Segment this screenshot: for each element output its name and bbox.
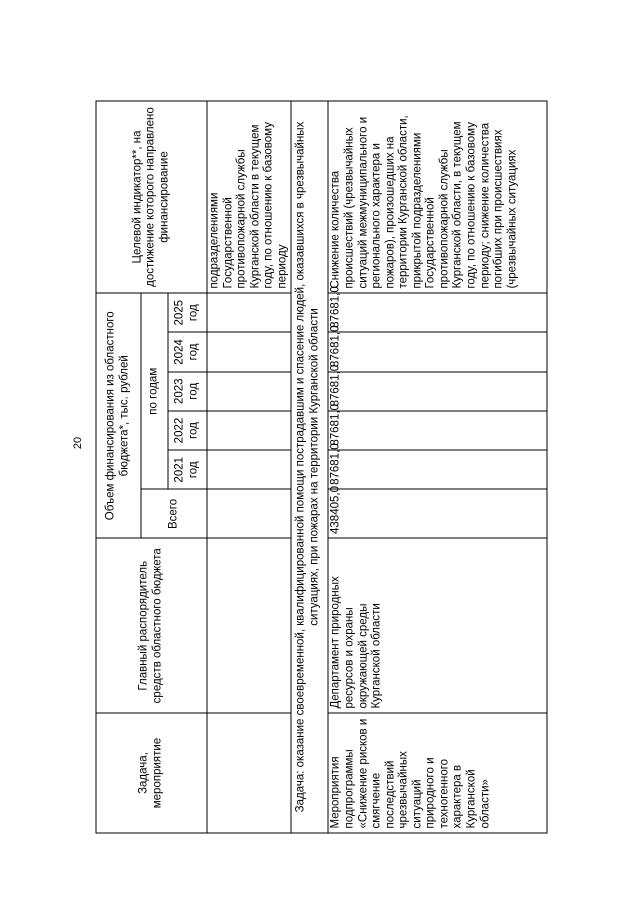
task-text: Задача: оказание своевременной, квалифицированной помощи пострадавшим и спасение людей, оказавшихся в чрезвычайных ситуациях, при пожарах на территории Курганской области [291,101,328,833]
year-2022-cell: 87681,0 [328,411,547,450]
task-row [291,101,328,833]
continuation-row [207,101,291,833]
year-2024-cell: 87681,0 [328,332,547,371]
header-row-1 [96,101,141,833]
header-distributor: Главный распорядитель средств областного бюджета [96,538,207,713]
header-year-2024: 2024 год [168,332,207,371]
measure-cell: Мероприятия подпрограммы «Снижение рисков и смягчение последствий чрезвычайных ситуаций природного и техногенного характера в Курганской области» [328,713,547,833]
year-2021-cell: 87681,0 [328,450,547,489]
distributor-cell: Департамент природных ресурсов и охраны окружающей среды Курганской области [328,538,547,713]
header-task: Задача, мероприятие [96,713,207,833]
continuation-indicator: подразделениями Государственной противопожарной службы Курганской области в текущем году, по отношению к базовому периоду [207,101,291,293]
year-2025-cell: 87681,0 [328,293,547,332]
header-total: Всего [141,489,207,538]
header-year-2021: 2021 год [168,450,207,489]
header-funding: Объем финансирования из областного бюджета*, тыс. рублей [96,293,141,538]
page-number: 20 [72,436,85,450]
year-2023-cell: 87681,0 [328,372,547,411]
rotated-page-content [96,101,596,834]
table-row [328,101,547,833]
header-by-years: по годам [141,293,168,489]
indicator-cell: Снижение количества происшествий (чрезвычайных ситуаций межмуниципального и регионального характера и пожаров), произошедших на территории Курганской области, прикрытой подразделениями Государственной противопожарной службы Курганской области, в текущем году, по отношению к базовому периоду; снижение количества погибших при происшествиях (чрезвычайных ситуациях [328,101,547,293]
funding-table [96,101,548,834]
header-indicator: Целевой индикатор**, на достижение которого направлено финансирование [96,101,207,293]
total-cell: 438405,0 [328,489,547,538]
header-year-2025: 2025 год [168,293,207,332]
header-year-2022: 2022 год [168,411,207,450]
header-year-2023: 2023 год [168,372,207,411]
